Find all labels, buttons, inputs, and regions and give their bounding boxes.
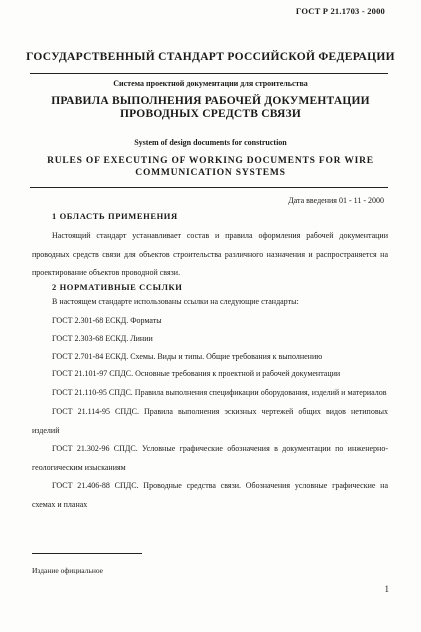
page-number: 1 <box>384 584 389 594</box>
document-code: ГОСТ Р 21.1703 - 2000 <box>295 6 385 16</box>
title-divider <box>30 73 388 74</box>
section-1-text: Настоящий стандарт устанавливает состав и правила оформления рабочей документации проводных средств связи для объектов строительства различного назначения и распространяется на проектирование объектов проводной связи. <box>32 231 388 277</box>
system-title-ru: Система проектной документации для строительства <box>113 79 308 88</box>
reference-item: ГОСТ 21.406-88 СПДС. Проводные средства связи. Обозначения условные графические на схемах и планах <box>32 481 388 509</box>
reference-item: ГОСТ 2.303-68 ЕСКД. Линии <box>52 334 153 343</box>
reference-item: ГОСТ 2.301-68 ЕСКД. Форматы <box>52 316 162 325</box>
document-title-ru-line1: ПРАВИЛА ВЫПОЛНЕНИЯ РАБОЧЕЙ ДОКУМЕНТАЦИИ <box>51 95 370 107</box>
document-title-ru-line2: ПРОВОДНЫХ СРЕДСТВ СВЯЗИ <box>120 108 301 120</box>
header-divider <box>30 187 388 188</box>
document-title-en <box>0 155 421 179</box>
system-title-en: System of design documents for construction <box>134 138 287 147</box>
reference-item: ГОСТ 21.101-97 СПДС. Основные требования к проектной и рабочей документации <box>52 369 341 378</box>
reference-item: ГОСТ 2.701-84 ЕСКД. Схемы. Виды и типы. Общие требования к выполнению <box>52 352 323 361</box>
section-2-heading: 2 НОРМАТИВНЫЕ ССЫЛКИ <box>52 282 183 292</box>
introduction-date: Дата введения 01 - 11 - 2000 <box>288 196 384 205</box>
document-title-en-line2: COMMUNICATION SYSTEMS <box>135 168 286 178</box>
reference-item: ГОСТ 21.302-96 СПДС. Условные графические обозначения в документации по инженерно-геологическим изысканиям <box>32 444 388 472</box>
section-2-intro: В настоящем стандарте использованы ссылки на следующие стандарты: <box>52 297 299 306</box>
document-title-ru <box>0 95 421 121</box>
official-edition-note: Издание официальное <box>32 566 104 575</box>
reference-item: ГОСТ 21.110-95 СПДС. Правила выполнения спецификации оборудования, изделий и материалов <box>52 388 387 397</box>
standard-title: ГОСУДАРСТВЕННЫЙ СТАНДАРТ РОССИЙСКОЙ ФЕДЕРАЦИИ <box>26 51 395 63</box>
document-title-en-line1: RULES OF EXECUTING OF WORKING DOCUMENTS FOR WIRE <box>47 156 374 166</box>
section-1-heading: 1 ОБЛАСТЬ ПРИМЕНЕНИЯ <box>52 211 178 221</box>
reference-item: ГОСТ 21.114-95 СПДС. Правила выполнения эскизных чертежей общих видов нетиповых изделий <box>32 407 388 435</box>
footnote-divider <box>32 553 142 554</box>
